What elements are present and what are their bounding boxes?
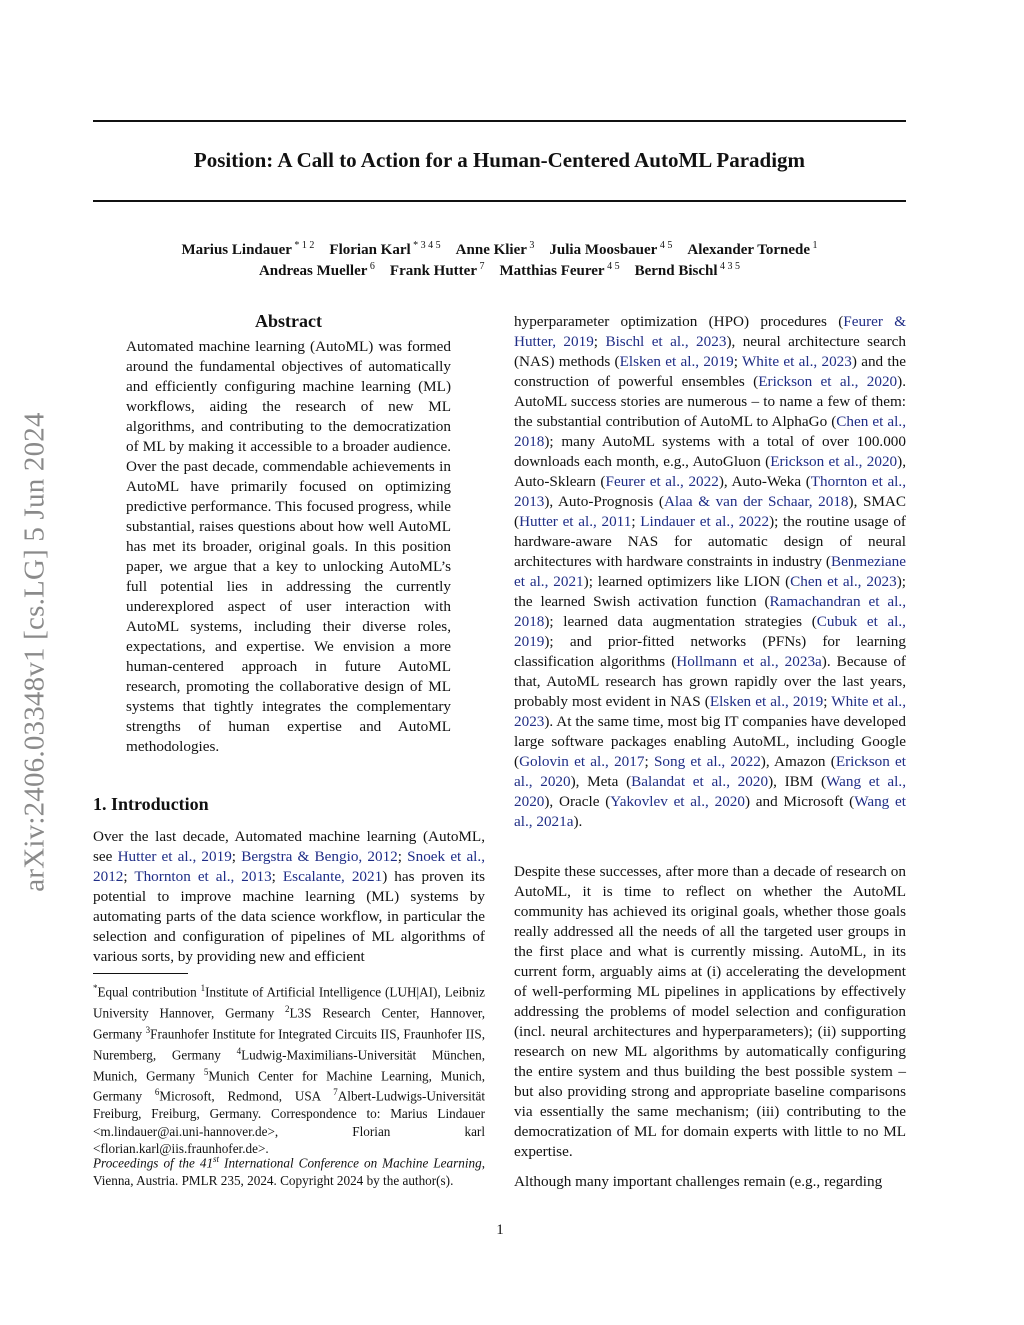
text-run: Over the last decade, Automated machine learning (AutoML, see <box>93 828 485 865</box>
text-run: ), neural architecture search (NAS) methods ( <box>514 333 906 370</box>
citation-link[interactable]: Feurer & Hutter, 2019 <box>514 313 907 350</box>
citation-link[interactable]: Erickson et al., 2020 <box>758 373 898 390</box>
citation-link[interactable]: Alaa & van der Schaar, 2018 <box>663 493 849 510</box>
text-run: * <box>93 983 98 993</box>
author-name: Julia Moosbauer <box>549 242 658 258</box>
citation-link[interactable]: Balandat et al., 2020 <box>631 773 769 790</box>
citation-link[interactable]: Ramachandran et al., 2018 <box>514 593 906 630</box>
citation-link[interactable]: Benmeziane et al., 2021 <box>514 553 906 590</box>
author-affiliation-marks: * 3 4 5 <box>410 240 441 251</box>
text-run: ; <box>631 513 641 530</box>
text-run: 2 <box>285 1003 290 1014</box>
text-run: ; <box>823 693 832 710</box>
text-run: ), Amazon ( <box>760 753 836 770</box>
citation-link[interactable]: Bischl et al., 2023 <box>605 333 727 350</box>
text-run: Fraunhofer Institute for Integrated Circuits IIS, Fraunhofer IIS, Nuremberg, Germany <box>93 1026 485 1063</box>
footnote-rule <box>93 973 188 974</box>
author-affiliation-marks: 3 <box>526 240 535 251</box>
text-run: ), Oracle ( <box>544 793 611 810</box>
text-run: 7 <box>333 1087 338 1098</box>
citation-link[interactable]: Hutter et al., 2019 <box>117 848 232 865</box>
text-run: Equal contribution <box>97 984 201 1000</box>
citation-link[interactable]: Elsken et al., 2019 <box>619 353 734 370</box>
text-run: ), Auto-Sklearn ( <box>514 453 906 490</box>
title-rule-top <box>93 120 906 122</box>
author-affiliation-marks: * 1 2 <box>291 240 315 251</box>
text-run: 41 <box>199 1155 214 1171</box>
author-name: Andreas Mueller <box>258 263 368 279</box>
citation-link[interactable]: Wang et al., 2021a <box>514 793 906 830</box>
abstract-text: Automated machine learning (AutoML) was formed around the fundamental objectives of automatically and efficiently configuring machine learning (ML) workflows, aiding the research of new ML algorithms, and contributing to the democratization of ML by making it accessible to a broader audience. Over the past decade, commendable achievements in AutoML have primarily focused on optimizing predictive performance. This focused progress, while substantial, raises questions about how well AutoML has met its broader, original goals. In this position paper, we argue that a key to unlocking AutoML’s full potential lies in addressing the currently underexplored aspect of user interaction with AutoML systems, including their diverse roles, expectations, and expertise. We envision a more human-centered approach in future AutoML research, promoting the collaborative design of ML systems that tightly integrates the complementary strengths of human expertise and AutoML methodologies. <box>126 338 451 755</box>
author-affiliation-marks: 4 3 5 <box>717 261 741 272</box>
text-run: ) and the construction of powerful ensembles ( <box>514 353 906 390</box>
citation-link[interactable]: Feurer et al., 2022 <box>605 473 719 490</box>
text-run: ); the learned Swish activation function ( <box>514 573 907 610</box>
arxiv-identifier-stamp: arXiv:2406.03348v1 [cs.LG] 5 Jun 2024 <box>18 412 51 892</box>
text-run: ; <box>271 868 283 885</box>
citation-link[interactable]: Snoek et al., 2012 <box>93 848 485 885</box>
citation-link[interactable]: Cubuk et al., 2019 <box>514 613 906 650</box>
text-run: Ludwig-Maximilians-Universität München, Munich, Germany <box>93 1047 485 1083</box>
introduction-paragraph-3: Despite these successes, after more than a decade of research on AutoML, it is time to reflect on whether the AutoML community has achieved its original goals, whether those goals really addressed all the needs of all the targeted user groups in the first place and what is currently missing. AutoML, in its current form, arguably aims at (i) accelerating the development of well-performing ML pipelines in applications by effectively addressing the problems of model selection and configuration (incl. neural architectures and hyperparameters); (ii) supporting research on new ML algorithms by automatically configuring the entire system and thus building the best possible system – but also providing strong and appropriate baseline comparisons via essentially the same mechanism; (iii) contributing to the democratization of ML for domain experts with little to no ML expertise. <box>514 863 906 1160</box>
text-run: ); the routine usage of hardware-aware NAS for automatic design of neural architectures with hardware constraints in industry ( <box>514 513 906 570</box>
citation-link[interactable]: Erickson et al., 2020 <box>770 453 898 470</box>
author-name: Alexander Tornede <box>687 242 811 258</box>
text-run: Institute of Artificial Intelligence (LUH|AI), Leibniz University Hannover, Germany <box>93 984 485 1021</box>
page-number: 1 <box>496 1222 504 1238</box>
text-run: ; <box>397 848 408 865</box>
introduction-paragraph-2 <box>514 312 906 832</box>
title-rule-bottom <box>93 200 906 202</box>
text-run: ) has proven its potential to improve machine learning (ML) systems by automating parts of the data science workflow, in particular the selection and configuration of pipelines of ML algorithms of various sorts, by providing new and efficient <box>93 868 485 965</box>
text-run: ); learned optimizers like LION ( <box>583 573 791 590</box>
citation-link[interactable]: Hutter et al., 2011 <box>519 513 632 530</box>
citation-link[interactable]: Elsken et al., 2019 <box>709 693 824 710</box>
affiliations-footnote <box>93 980 485 1158</box>
author-name: Florian Karl <box>329 242 411 258</box>
text-run: Microsoft, Redmond, USA <box>159 1088 334 1104</box>
text-run: Proceedings of the <box>93 1155 200 1171</box>
text-run: International Conference on Machine Learning <box>219 1155 482 1171</box>
citation-link[interactable]: Song et al., 2022 <box>653 753 761 770</box>
text-run: ), Meta ( <box>570 773 632 790</box>
text-run: ); many AutoML systems with a total of over 100.000 downloads each month, e.g., AutoGluon ( <box>514 433 906 470</box>
text-run: ), SMAC ( <box>514 493 906 530</box>
citation-link[interactable]: White et al., 2023 <box>514 693 907 730</box>
citation-link[interactable]: Thornton et al., 2013 <box>134 868 272 885</box>
citation-link[interactable]: Wang et al., 2020 <box>514 773 906 810</box>
text-run: ); learned data augmentation strategies ( <box>544 613 817 630</box>
citation-link[interactable]: Yakovlev et al., 2020 <box>610 793 745 810</box>
proceedings-note <box>93 1151 485 1189</box>
text-run: ; <box>593 333 606 350</box>
citation-link[interactable]: Chen et al., 2018 <box>514 413 906 450</box>
citation-link[interactable]: Erickson et al., 2020 <box>514 753 907 790</box>
author-name: Frank Hutter <box>389 263 477 279</box>
text-run: ), IBM ( <box>768 773 827 790</box>
author-affiliation-marks: 4 5 <box>657 240 673 251</box>
text-run: ) and Microsoft ( <box>744 793 855 810</box>
citation-link[interactable]: Thornton et al., 2013 <box>514 473 906 510</box>
text-run: ); and prior-fitted networks (PFNs) for learning classification algorithms ( <box>514 633 906 670</box>
author-affiliation-marks: 7 <box>476 261 485 272</box>
citation-link[interactable]: White et al., 2023 <box>741 353 852 370</box>
citation-link[interactable]: Golovin et al., 2017 <box>519 753 645 770</box>
text-run: 5 <box>203 1066 209 1077</box>
text-run: Munich Center for Machine Learning, Munich, Germany <box>93 1067 485 1104</box>
text-run: ). Because of that, AutoML research has grown rapidly over the last years, probably most evident in NAS ( <box>514 653 906 710</box>
text-run: 6 <box>154 1087 160 1098</box>
author-name: Anne Klier <box>455 242 527 258</box>
introduction-paragraph-4: Although many important challenges remain (e.g., regarding <box>514 1173 883 1190</box>
text-run: ). At the same time, most big IT companies have developed large software packages enabling AutoML, including Google ( <box>514 713 906 770</box>
text-run: 1 <box>200 983 206 993</box>
author-affiliation-marks: 4 5 <box>604 261 620 272</box>
text-run: st <box>213 1154 220 1164</box>
author-name: Bernd Bischl <box>634 263 718 279</box>
author-list-line-2 <box>93 257 906 281</box>
text-run: Albert-Ludwigs-Universität Freiburg, Freiburg, Germany. Correspondence to: Marius Lindauer <m.lindauer@ai.uni-hannover.de>, Florian karl <florian.karl@iis.fraunhofer.de>. <box>93 1088 485 1157</box>
citation-link[interactable]: Escalante, 2021 <box>282 868 383 885</box>
introduction-paragraph-1 <box>93 827 485 967</box>
text-run: ; <box>644 753 654 770</box>
text-run: ; <box>733 353 742 370</box>
citation-link[interactable]: Hollmann et al., 2023a <box>676 653 822 670</box>
text-run: ), Auto-Weka ( <box>718 473 811 490</box>
text-run: 3 <box>145 1024 151 1035</box>
text-run: L3S Research Center, Hannover, Germany <box>93 1005 485 1042</box>
text-run: , Vienna, Austria. PMLR 235, 2024. Copyright 2024 by the author(s). <box>93 1155 485 1188</box>
paper-title: Position: A Call to Action for a Human-Centered AutoML Paradigm <box>193 148 806 172</box>
text-run: ; <box>231 848 242 865</box>
author-name: Matthias Feurer <box>499 263 605 279</box>
introduction-heading: 1. Introduction <box>93 794 209 814</box>
text-run: ), Auto-Prognosis ( <box>544 493 664 510</box>
abstract-heading: Abstract <box>255 311 322 331</box>
text-run: ; <box>123 868 135 885</box>
citation-link[interactable]: Lindauer et al., 2022 <box>640 513 770 530</box>
citation-link[interactable]: Bergstra & Bengio, 2012 <box>241 848 398 865</box>
text-run: 4 <box>236 1045 242 1056</box>
author-affiliation-marks: 1 <box>810 240 818 251</box>
author-affiliation-marks: 6 <box>367 261 375 272</box>
citation-link[interactable]: Chen et al., 2023 <box>790 573 897 590</box>
author-name: Marius Lindauer <box>181 242 292 258</box>
text-run: ). <box>573 813 583 830</box>
text-run: ). AutoML success stories are numerous – to name a few of them: the substantial contribution of AutoML to AlphaGo ( <box>514 373 906 430</box>
text-run: hyperparameter optimization (HPO) procedures ( <box>514 313 844 330</box>
